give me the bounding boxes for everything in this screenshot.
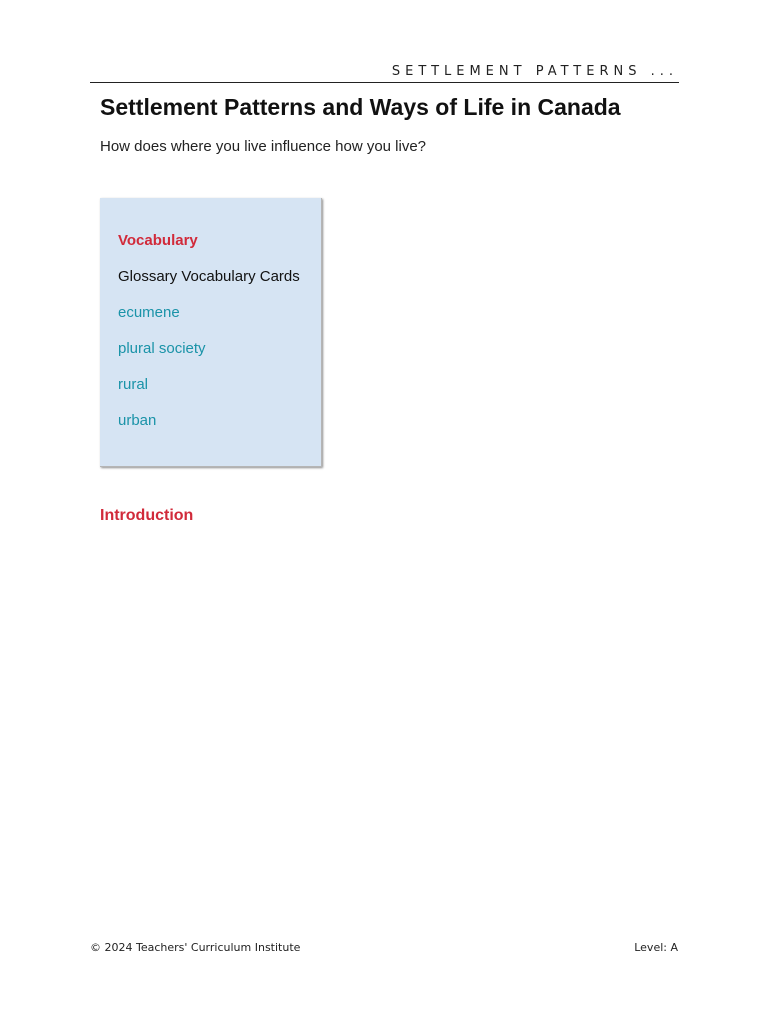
essential-question: How does where you live influence how you live? <box>100 138 427 155</box>
glossary-cards-label: Glossary Vocabulary Cards <box>118 268 300 285</box>
vocabulary-heading: Vocabulary <box>118 232 198 249</box>
footer-level: Level: A <box>634 941 678 954</box>
vocabulary-term-link-ecumene[interactable]: ecumene <box>118 304 180 321</box>
vocabulary-term-link-urban[interactable]: urban <box>118 412 157 429</box>
footer-copyright: © 2024 Teachers' Curriculum Institute <box>90 941 301 954</box>
running-header: SETTLEMENT PATTERNS ... <box>391 64 678 79</box>
vocabulary-box <box>100 198 322 467</box>
vocabulary-term-link-rural[interactable]: rural <box>118 376 149 393</box>
vocabulary-term-list <box>118 304 206 448</box>
vocabulary-term-link-plural-society[interactable]: plural society <box>118 340 206 357</box>
header-rule <box>90 82 679 83</box>
introduction-heading: Introduction <box>100 507 194 524</box>
page-title: Settlement Patterns and Ways of Life in Canada <box>100 94 621 120</box>
